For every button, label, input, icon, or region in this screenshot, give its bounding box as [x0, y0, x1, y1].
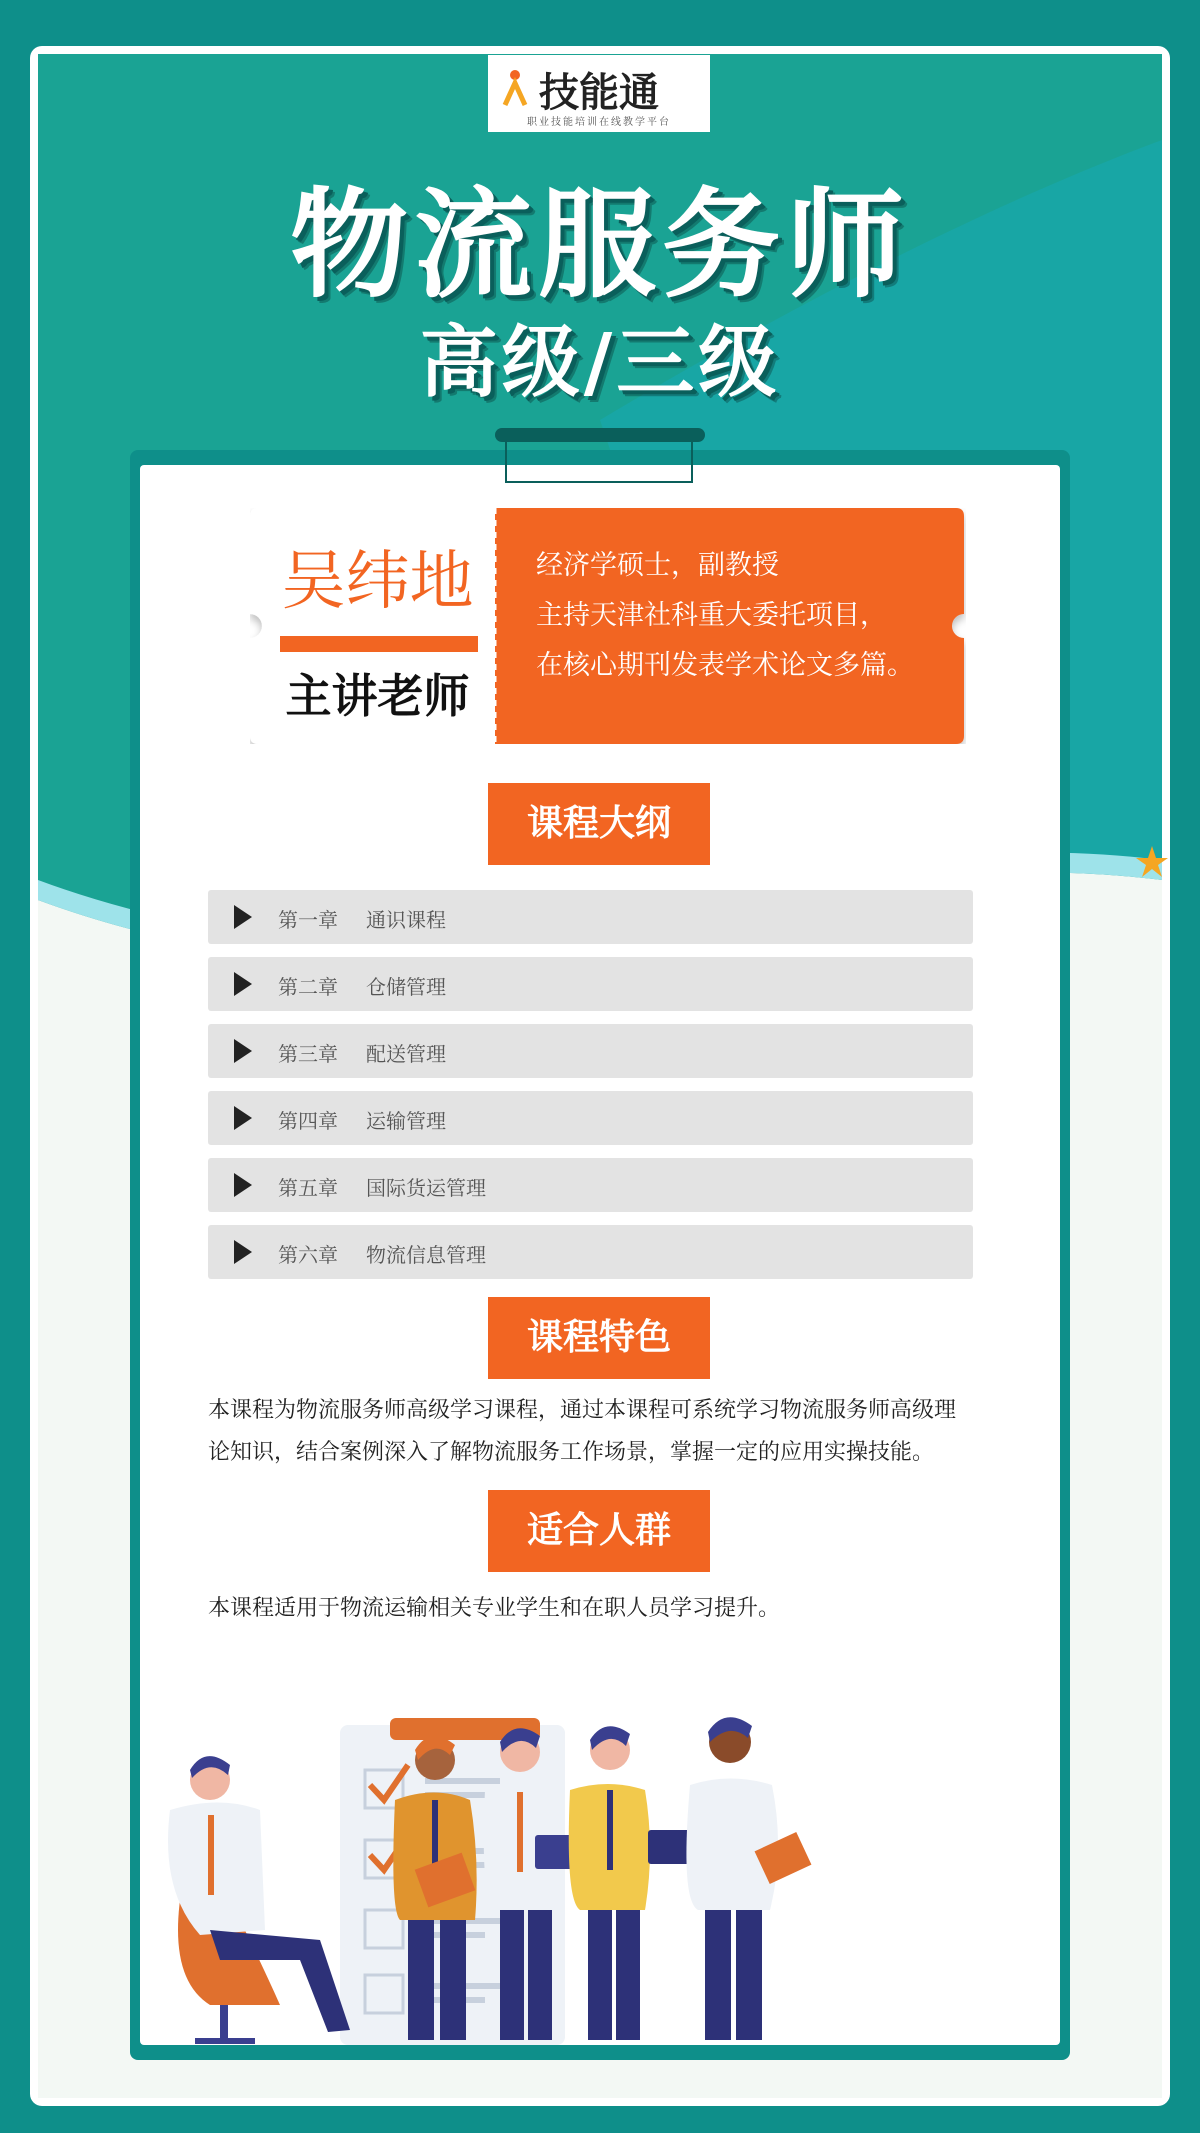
chapter-title: 国际货运管理: [366, 1176, 486, 1200]
page-subtitle: 高级/三级: [419, 317, 781, 408]
teacher-role: 主讲老师: [285, 669, 470, 723]
chapter-item[interactable]: [208, 1225, 973, 1279]
features-text-line: 论知识，结合案例深入了解物流服务工作场景，掌握一定的应用实操技能。: [208, 1440, 935, 1465]
logo: [488, 55, 710, 132]
teacher-divider: [280, 636, 478, 652]
logo-tagline: 职业技能培训在线教学平台: [527, 117, 671, 128]
chapter-item[interactable]: [208, 1158, 973, 1212]
chapter-title: 配送管理: [366, 1042, 446, 1066]
chapter-title: 通识课程: [366, 908, 446, 932]
teacher-bio-line: 在核心期刊发表学术论文多篇。: [536, 650, 914, 681]
chapter-title: 仓储管理: [366, 975, 446, 999]
logo-name: 技能通: [539, 70, 659, 116]
chapter-item[interactable]: [208, 957, 973, 1011]
page-title: 物流服务师: [289, 175, 910, 314]
teacher-bio-line: 经济学硕士，副教授: [536, 550, 779, 581]
teacher-name: 吴纬地: [281, 545, 474, 619]
team-illustration: [150, 1660, 1050, 2050]
chapter-item[interactable]: [208, 1091, 973, 1145]
chapter-item[interactable]: [208, 1024, 973, 1078]
chapter-number: 第二章: [278, 975, 338, 999]
play-triangle-icon: [234, 1173, 252, 1197]
seated-man-figure: [168, 1756, 350, 2044]
chapter-number: 第四章: [278, 1109, 338, 1133]
features-heading: 课程特色: [488, 1297, 710, 1379]
play-triangle-icon: [234, 1039, 252, 1063]
standing-man-figure: [686, 1717, 811, 2040]
chapter-title: 运输管理: [366, 1109, 446, 1133]
standing-man-figure: [569, 1726, 708, 2040]
outline-heading: 课程大纲: [488, 783, 710, 865]
play-triangle-icon: [234, 1106, 252, 1130]
play-triangle-icon: [234, 1240, 252, 1264]
chapter-number: 第五章: [278, 1176, 338, 1200]
chapter-item[interactable]: [208, 890, 973, 944]
play-triangle-icon: [234, 905, 252, 929]
chapter-number: 第一章: [278, 908, 338, 932]
chapter-number: 第三章: [278, 1042, 338, 1066]
play-triangle-icon: [234, 972, 252, 996]
features-text-line: 本课程为物流服务师高级学习课程，通过本课程可系统学习物流服务师高级理: [208, 1398, 957, 1423]
chapter-number: 第六章: [278, 1243, 338, 1267]
chapter-title: 物流信息管理: [366, 1243, 486, 1267]
audience-text: 本课程适用于物流运输相关专业学生和在职人员学习提升。: [208, 1596, 781, 1621]
audience-heading: 适合人群: [488, 1490, 710, 1572]
teacher-bio-line: 主持天津社科重大委托项目，: [536, 600, 887, 631]
